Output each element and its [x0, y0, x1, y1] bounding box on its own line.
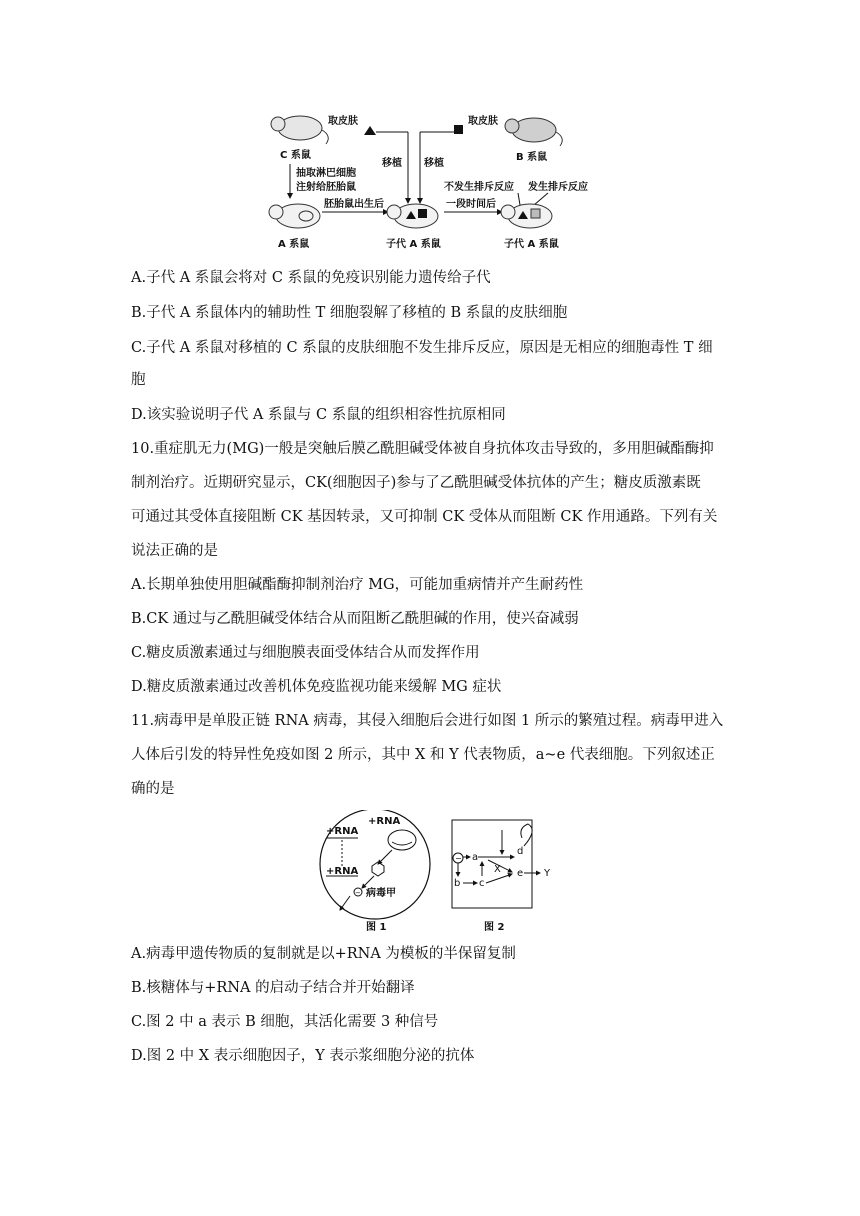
fig2-cell-d: d: [517, 846, 524, 857]
q10-option-d: D.糖皮质激素通过改善机体免疫监视功能来缓解 MG 症状: [131, 679, 502, 695]
offspring-a-result-icon: [501, 204, 552, 228]
q11-option-d: D.图 2 中 X 表示细胞因子，Y 表示浆细胞分泌的抗体: [131, 1048, 475, 1064]
mouse-c-icon: [271, 116, 328, 144]
q9-option-a: A.子代 A 系鼠会将对 C 系鼠的免疫识别能力遗传给子代: [131, 270, 491, 286]
q11-option-c: C.图 2 中 a 表示 B 细胞，其活化需要 3 种信号: [131, 1014, 439, 1030]
fig1-caption: 图 1: [366, 922, 387, 933]
fig1-cell-diagram: [320, 810, 430, 933]
svg-text:−: −: [355, 889, 361, 897]
mouse-a-label: A 系鼠: [278, 239, 310, 250]
triangle-marker-icon: [364, 126, 376, 135]
q11-stem-line-1: 11.病毒甲是单股正链 RNA 病毒，其侵入细胞后会进行如图 1 所示的繁殖过程。病毒甲进入: [131, 713, 724, 729]
fig1-rna-top-left: +RNA: [326, 826, 359, 837]
q11-stem-line-3: 确的是: [131, 781, 175, 797]
q9-option-c-continued: 胞: [131, 372, 146, 388]
fig2-x-label: X: [494, 864, 501, 875]
virus-immune-figure: [312, 810, 560, 934]
q9-option-c: C.子代 A 系鼠对移植的 C 系鼠的皮肤细胞不发生排斥反应，原因是无相应的细胞毒性 T 细: [131, 340, 713, 356]
q10-option-a: A.长期单独使用胆碱酯酶抑制剂治疗 MG，可能加重病情并产生耐药性: [131, 577, 584, 593]
q10-option-c: C.糖皮质激素通过与细胞膜表面受体结合从而发挥作用: [131, 645, 480, 661]
svg-text:−: −: [455, 854, 462, 863]
q10-option-b: B.CK 通过与乙酰胆碱受体结合从而阻断乙酰胆碱的作用，使兴奋减弱: [131, 611, 579, 627]
square-marker-icon: [454, 125, 463, 134]
fig1-rna-bottom: +RNA: [326, 866, 359, 877]
after-time-label: 一段时间后: [446, 199, 496, 210]
mouse-c-label: C 系鼠: [280, 150, 311, 161]
q10-stem-line-2: 制剂治疗。近期研究显示，CK(细胞因子)参与了乙酰胆碱受体抗体的产生；糖皮质激素既: [131, 475, 701, 491]
mouse-a-icon: [269, 204, 320, 228]
fig2-immune-diagram: [452, 820, 551, 933]
q11-option-b: B.核糖体与+RNA 的启动子结合并开始翻译: [131, 980, 415, 996]
q10-stem-line-3: 可通过其受体直接阻断 CK 基因转录，又可抑制 CK 受体从而阻断 CK 作用通路。下列有关: [131, 509, 718, 525]
mouse-experiment-figure: [258, 106, 608, 256]
mouse-b-label: B 系鼠: [516, 152, 548, 163]
q9-option-d: D.该实验说明子代 A 系鼠与 C 系鼠的组织相容性抗原相同: [131, 407, 506, 423]
q11-option-a: A.病毒甲遗传物质的复制就是以+RNA 为模板的半保留复制: [131, 946, 516, 962]
take-skin-right-label: 取皮肤: [468, 116, 498, 127]
fig2-cell-c: c: [479, 878, 485, 889]
take-skin-left-label: 取皮肤: [328, 116, 358, 127]
offspring-a-mouse-icon: [387, 204, 438, 228]
q10-stem-line-1: 10.重症肌无力(MG)一般是突触后膜乙酰胆碱受体被自身抗体攻击导致的，多用胆碱酯酶抑: [131, 441, 714, 457]
rejection-label: 发生排斥反应: [528, 182, 588, 193]
q9-option-b: B.子代 A 系鼠体内的辅助性 T 细胞裂解了移植的 B 系鼠的皮肤细胞: [131, 305, 568, 321]
extract-lymph-label: 抽取淋巴细胞: [296, 168, 356, 179]
fig2-cell-a: a: [472, 852, 479, 863]
fig1-rna-top-right: +RNA: [368, 816, 401, 827]
mouse-b-icon: [505, 118, 562, 146]
fig2-cell-e: e: [517, 868, 524, 879]
transplant-right-label: 移植: [424, 158, 444, 169]
offspring-a-mid-label: 子代 A 系鼠: [386, 239, 441, 250]
q10-stem-line-4: 说法正确的是: [131, 543, 218, 559]
q11-stem-line-2: 人体后引发的特异性免疫如图 2 所示，其中 X 和 Y 代表物质，a~e 代表细胞。下列叙述正: [131, 747, 715, 763]
offspring-a-right-label: 子代 A 系鼠: [504, 239, 559, 250]
fig2-caption: 图 2: [484, 922, 505, 933]
fig2-cell-b: b: [454, 878, 461, 889]
inject-embryo-label: 注射给胚胎鼠: [296, 182, 356, 193]
no-rejection-label: 不发生排斥反应: [444, 182, 514, 193]
transplant-left-label: 移植: [382, 158, 402, 169]
fig2-y-label: Y: [544, 868, 551, 879]
after-birth-label: 胚胎鼠出生后: [324, 199, 384, 210]
fig1-virus-label: 病毒甲: [366, 888, 396, 899]
